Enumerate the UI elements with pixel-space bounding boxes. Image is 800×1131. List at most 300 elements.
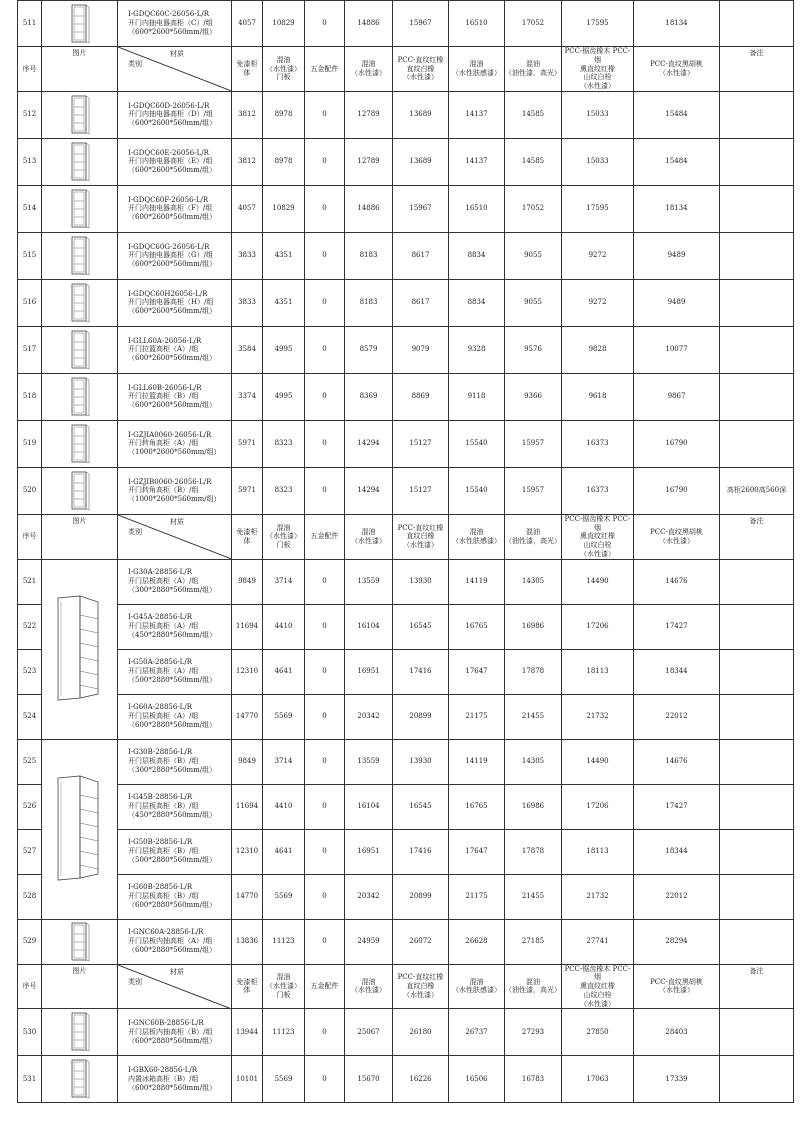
price-cell: 12310 <box>232 649 263 694</box>
header-seq: 序号 <box>18 964 42 1009</box>
price-cell: 0 <box>305 91 345 138</box>
table-row <box>18 829 794 874</box>
price-cell: 9055 <box>505 279 562 326</box>
row-remark: 高柜2600高560深 <box>720 467 794 514</box>
description-line: （600*2600*560mm/组） <box>128 260 217 269</box>
price-cell: 5569 <box>263 694 305 739</box>
price-cell: 13689 <box>393 138 449 185</box>
price-cell: 11694 <box>232 784 263 829</box>
price-cell: 13559 <box>345 739 393 784</box>
description-line: I-GBX60-28856-L/R <box>128 1066 198 1075</box>
price-cell: 0 <box>305 604 345 649</box>
price-cell: 0 <box>305 694 345 739</box>
price-cell: 9272 <box>562 279 634 326</box>
description-line: 开门内抽电器高柜（G）/组 <box>128 251 213 260</box>
row-description <box>118 919 232 964</box>
price-cell: 16104 <box>345 604 393 649</box>
cabinet-drawing-icon <box>70 922 90 962</box>
row-number: 517 <box>18 326 42 373</box>
header-col-8: PCC-直纹黑胡桃 （水性漆） <box>634 514 720 559</box>
price-cell: 16951 <box>345 829 393 874</box>
row-number: 519 <box>18 420 42 467</box>
row-number: 524 <box>18 694 42 739</box>
header-col-1: 混油 （水性漆） 门板 <box>263 964 305 1009</box>
row-number: 525 <box>18 739 42 784</box>
price-cell: 3812 <box>232 91 263 138</box>
price-cell: 17206 <box>562 604 634 649</box>
description-line: I-GNC60A-28856-L/R <box>128 928 204 937</box>
price-cell: 14886 <box>345 1 393 47</box>
price-cell: 15033 <box>562 138 634 185</box>
description-line: （600*2600*560mm/组） <box>128 166 217 175</box>
price-cell: 15540 <box>449 467 505 514</box>
price-cell: 9849 <box>232 559 263 604</box>
header-col-9: 备注 <box>720 514 794 559</box>
header-col-1: 混油 （水性漆） 门板 <box>263 47 305 92</box>
row-picture <box>42 420 118 467</box>
row-description <box>118 91 232 138</box>
row-number: 523 <box>18 649 42 694</box>
price-cell: 18344 <box>634 649 720 694</box>
row-picture <box>42 1056 118 1103</box>
price-cell: 16545 <box>393 604 449 649</box>
description-line: （600*2880*560mm/组） <box>128 1083 217 1092</box>
description-line: （600*2880*560mm/组） <box>128 720 217 729</box>
price-cell: 16951 <box>345 649 393 694</box>
description-line: I-G60A-28856-L/R <box>128 703 192 712</box>
description-line: I-GDQC60H26056-L/R <box>128 289 208 298</box>
table-row <box>18 1 794 47</box>
price-cell: 17206 <box>562 784 634 829</box>
row-remark <box>720 1009 794 1056</box>
price-cell: 17427 <box>634 604 720 649</box>
table-row <box>18 91 794 138</box>
header-col-1: 混油 （水性漆） 门板 <box>263 514 305 559</box>
price-cell: 13689 <box>393 91 449 138</box>
price-cell: 14294 <box>345 420 393 467</box>
row-description <box>118 232 232 279</box>
price-cell: 14676 <box>634 739 720 784</box>
description-line: （600*2880*560mm/组） <box>128 945 217 954</box>
price-cell: 17427 <box>634 784 720 829</box>
description-line: I-GDQC60C-26056-L/R <box>128 10 209 19</box>
row-description <box>118 467 232 514</box>
price-cell: 8869 <box>393 373 449 420</box>
price-cell: 16545 <box>393 784 449 829</box>
price-cell: 17595 <box>562 1 634 47</box>
price-cell: 12789 <box>345 91 393 138</box>
description-line: I-G50A-28856-L/R <box>128 658 192 667</box>
price-cell: 9079 <box>393 326 449 373</box>
row-picture <box>42 1009 118 1056</box>
description-line: 开门层板高柜（A）/组 <box>128 667 199 676</box>
price-cell: 18134 <box>634 1 720 47</box>
header-category-material <box>118 47 232 92</box>
price-cell: 5569 <box>263 1056 305 1103</box>
description-line: （450*2880*560mm/组） <box>128 630 217 639</box>
row-description <box>118 138 232 185</box>
description-line: （600*2880*560mm/组） <box>128 1036 217 1045</box>
description-line: 开门内抽电器高柜（E）/组 <box>128 157 213 166</box>
price-cell: 16986 <box>505 604 562 649</box>
price-cell: 0 <box>305 326 345 373</box>
price-cell: 9366 <box>505 373 562 420</box>
price-cell: 25067 <box>345 1009 393 1056</box>
price-cell: 15484 <box>634 91 720 138</box>
row-remark <box>720 694 794 739</box>
price-cell: 14305 <box>505 559 562 604</box>
header-col-4: PCC-直纹红橡 直纹白橡 （水性漆） <box>393 514 449 559</box>
price-cell: 14137 <box>449 91 505 138</box>
price-cell: 27293 <box>505 1009 562 1056</box>
row-number: 528 <box>18 874 42 919</box>
row-remark <box>720 829 794 874</box>
row-picture <box>42 373 118 420</box>
price-cell: 20342 <box>345 694 393 739</box>
table-row <box>18 279 794 326</box>
row-remark <box>720 279 794 326</box>
description-line: 开门内抽电器高柜（H）/组 <box>128 298 214 307</box>
price-cell: 0 <box>305 373 345 420</box>
price-cell: 16104 <box>345 784 393 829</box>
price-cell: 14585 <box>505 138 562 185</box>
header-picture: 图片 <box>42 514 118 559</box>
price-cell: 4057 <box>232 185 263 232</box>
description-line: I-GZJIA0060-26056-L/R <box>128 430 212 439</box>
price-cell: 11123 <box>263 919 305 964</box>
description-line: I-GDQC60E-26056-L/R <box>128 148 209 157</box>
row-picture <box>42 739 118 919</box>
price-cell: 20899 <box>393 694 449 739</box>
description-line: 开门转角高柜（B）/组 <box>128 486 199 495</box>
price-cell: 0 <box>305 1009 345 1056</box>
header-col-5: 混油 （水性肤感漆） <box>449 47 505 92</box>
row-remark <box>720 874 794 919</box>
row-number: 522 <box>18 604 42 649</box>
price-cell: 9576 <box>505 326 562 373</box>
description-line: （600*2600*560mm/组） <box>128 401 217 410</box>
price-cell: 5971 <box>232 467 263 514</box>
row-description <box>118 1009 232 1056</box>
description-line: 开门层板高柜（B）/组 <box>128 802 199 811</box>
table-header-row <box>18 964 794 1009</box>
description-line: I-G30B-28856-L/R <box>128 748 193 757</box>
row-number: 520 <box>18 467 42 514</box>
header-seq: 序号 <box>18 47 42 92</box>
price-cell: 0 <box>305 232 345 279</box>
price-cell: 16373 <box>562 467 634 514</box>
price-cell: 17647 <box>449 829 505 874</box>
table-row <box>18 232 794 279</box>
price-cell: 16510 <box>449 1 505 47</box>
price-cell: 8323 <box>263 420 305 467</box>
row-description <box>118 784 232 829</box>
description-line: （500*2880*560mm/组） <box>128 855 217 864</box>
description-line: （300*2880*560mm/组） <box>128 765 217 774</box>
header-picture: 图片 <box>42 47 118 92</box>
price-cell: 4641 <box>263 829 305 874</box>
row-picture <box>42 91 118 138</box>
header-col-0: 免漆柜 体 <box>232 47 263 92</box>
price-cell: 15127 <box>393 467 449 514</box>
price-cell: 15670 <box>345 1056 393 1103</box>
price-cell: 17052 <box>505 185 562 232</box>
price-cell: 26628 <box>449 919 505 964</box>
price-cell: 8834 <box>449 232 505 279</box>
price-cell: 9272 <box>562 232 634 279</box>
header-col-2: 五金配件 <box>305 47 345 92</box>
tall-cabinet-shelves-icon <box>50 594 110 704</box>
cabinet-drawing-icon <box>70 236 90 276</box>
price-cell: 14294 <box>345 467 393 514</box>
row-remark <box>720 739 794 784</box>
description-line: I-G50B-28856-L/R <box>128 838 193 847</box>
row-description <box>118 559 232 604</box>
price-cell: 8617 <box>393 232 449 279</box>
price-cell: 14490 <box>562 559 634 604</box>
price-cell: 26072 <box>393 919 449 964</box>
price-cell: 3714 <box>263 559 305 604</box>
price-cell: 4351 <box>263 279 305 326</box>
row-number: 527 <box>18 829 42 874</box>
table-row <box>18 326 794 373</box>
description-line: （600*2600*560mm/组） <box>128 307 217 316</box>
row-remark <box>720 919 794 964</box>
price-cell: 3714 <box>263 739 305 784</box>
price-cell: 0 <box>305 784 345 829</box>
table-header-row <box>18 514 794 559</box>
price-cell: 11123 <box>263 1009 305 1056</box>
description-line: （1000*2600*560mm/组） <box>128 448 221 457</box>
price-cell: 0 <box>305 185 345 232</box>
price-cell: 18344 <box>634 829 720 874</box>
table-row <box>18 420 794 467</box>
header-category-material <box>118 514 232 559</box>
price-cell: 17416 <box>393 829 449 874</box>
price-cell: 8183 <box>345 279 393 326</box>
description-line: （450*2880*560mm/组） <box>128 810 217 819</box>
cabinet-drawing-icon <box>70 330 90 370</box>
row-number: 516 <box>18 279 42 326</box>
header-col-7: PCC-锯齿橡木 PCC-烟 熏直纹红橡 山纹白栓 （水性漆） <box>562 964 634 1009</box>
row-number: 513 <box>18 138 42 185</box>
price-cell: 15957 <box>505 467 562 514</box>
price-cell: 0 <box>305 138 345 185</box>
price-cell: 16790 <box>634 420 720 467</box>
price-cell: 13559 <box>345 559 393 604</box>
price-cell: 14137 <box>449 138 505 185</box>
description-line: I-G60B-28856-L/R <box>128 883 193 892</box>
header-col-8: PCC-直纹黑胡桃 （水性漆） <box>634 964 720 1009</box>
description-line: 开门内抽电器高柜（D）/组 <box>128 110 213 119</box>
header-col-7: PCC-锯齿橡木 PCC-烟 熏直纹红橡 山纹白栓 （水性漆） <box>562 47 634 92</box>
price-cell: 8369 <box>345 373 393 420</box>
description-line: I-G30A-28856-L/R <box>128 568 192 577</box>
price-cell: 28294 <box>634 919 720 964</box>
table-row <box>18 874 794 919</box>
price-cell: 13836 <box>232 919 263 964</box>
header-col-2: 五金配件 <box>305 964 345 1009</box>
price-cell: 26737 <box>449 1009 505 1056</box>
price-cell: 17647 <box>449 649 505 694</box>
price-cell: 12310 <box>232 829 263 874</box>
price-cell: 0 <box>305 420 345 467</box>
price-cell: 21732 <box>562 874 634 919</box>
header-col-4: PCC-直纹红橡 直纹白橡 （水性漆） <box>393 47 449 92</box>
price-cell: 22012 <box>634 694 720 739</box>
price-cell: 4641 <box>263 649 305 694</box>
header-category-material <box>118 964 232 1009</box>
price-cell: 16373 <box>562 420 634 467</box>
price-cell: 9489 <box>634 279 720 326</box>
price-cell: 8834 <box>449 279 505 326</box>
row-remark <box>720 1 794 47</box>
price-cell: 9055 <box>505 232 562 279</box>
row-description <box>118 874 232 919</box>
price-cell: 4995 <box>263 326 305 373</box>
row-number: 531 <box>18 1056 42 1103</box>
price-cell: 5971 <box>232 420 263 467</box>
price-cell: 0 <box>305 649 345 694</box>
row-description <box>118 604 232 649</box>
cabinet-drawing-icon <box>70 283 90 323</box>
description-line: 开门层板内抽高柜（A）/组 <box>128 937 213 946</box>
description-line: 开门层板高柜（A）/组 <box>128 712 199 721</box>
price-cell: 17878 <box>505 829 562 874</box>
price-cell: 0 <box>305 874 345 919</box>
description-line: I-GDQC60G-26056-L/R <box>128 242 210 251</box>
row-description <box>118 829 232 874</box>
row-remark <box>720 1056 794 1103</box>
price-cell: 13930 <box>393 559 449 604</box>
price-cell: 22012 <box>634 874 720 919</box>
row-remark <box>720 559 794 604</box>
row-picture <box>42 559 118 739</box>
table-row <box>18 739 794 784</box>
price-cell: 13944 <box>232 1009 263 1056</box>
price-cell: 21175 <box>449 874 505 919</box>
description-line: 开门拉篮高柜（A）/组 <box>128 345 199 354</box>
price-cell: 3584 <box>232 326 263 373</box>
row-picture <box>42 279 118 326</box>
price-cell: 9849 <box>232 739 263 784</box>
description-line: I-GLL60B-26056-L/R <box>128 383 202 392</box>
description-line: 开门内抽电器高柜（C）/组 <box>128 19 213 28</box>
price-cell: 17339 <box>634 1056 720 1103</box>
description-line: （600*2880*560mm/组） <box>128 900 217 909</box>
description-line: 开门层板内抽高柜（B）/组 <box>128 1027 213 1036</box>
row-remark <box>720 138 794 185</box>
price-cell: 26180 <box>393 1009 449 1056</box>
row-number: 529 <box>18 919 42 964</box>
price-cell: 17416 <box>393 649 449 694</box>
row-number: 511 <box>18 1 42 47</box>
price-cell: 8978 <box>263 138 305 185</box>
header-col-0: 免漆柜 体 <box>232 514 263 559</box>
price-cell: 16506 <box>449 1056 505 1103</box>
price-cell: 16226 <box>393 1056 449 1103</box>
description-line: 开门转角高柜（A）/组 <box>128 439 199 448</box>
row-remark <box>720 326 794 373</box>
price-cell: 16765 <box>449 784 505 829</box>
table-row <box>18 138 794 185</box>
row-picture <box>42 919 118 964</box>
row-picture <box>42 1 118 47</box>
price-cell: 10829 <box>263 185 305 232</box>
price-cell: 9618 <box>562 373 634 420</box>
price-cell: 5569 <box>263 874 305 919</box>
row-picture <box>42 138 118 185</box>
header-col-4: PCC-直纹红橡 直纹白橡 （水性漆） <box>393 964 449 1009</box>
header-material: 材质 <box>170 50 184 58</box>
price-cell: 0 <box>305 739 345 784</box>
description-line: 开门层板高柜（A）/组 <box>128 577 199 586</box>
row-description <box>118 694 232 739</box>
price-cell: 27741 <box>562 919 634 964</box>
price-cell: 14305 <box>505 739 562 784</box>
description-line: I-G45B-28856-L/R <box>128 793 193 802</box>
price-cell: 18113 <box>562 649 634 694</box>
header-picture: 图片 <box>42 964 118 1009</box>
price-cell: 4410 <box>263 604 305 649</box>
cabinet-drawing-icon <box>70 471 90 511</box>
price-cell: 10101 <box>232 1056 263 1103</box>
price-cell: 8183 <box>345 232 393 279</box>
description-line: （500*2880*560mm/组） <box>128 675 217 684</box>
price-cell: 3833 <box>232 232 263 279</box>
header-col-6: 混油 （油性漆，高光） <box>505 47 562 92</box>
price-cell: 0 <box>305 1 345 47</box>
row-remark <box>720 784 794 829</box>
description-line: I-GNC60B-28856-L/R <box>128 1019 204 1028</box>
cabinet-drawing-icon <box>70 189 90 229</box>
price-cell: 20342 <box>345 874 393 919</box>
row-picture <box>42 185 118 232</box>
header-category: 类别 <box>128 527 142 536</box>
description-line: 开门层板高柜（B）/组 <box>128 757 199 766</box>
row-description <box>118 739 232 784</box>
price-cell: 15127 <box>393 420 449 467</box>
price-cell: 3374 <box>232 373 263 420</box>
price-cell: 9489 <box>634 232 720 279</box>
row-remark <box>720 185 794 232</box>
price-cell: 14770 <box>232 874 263 919</box>
price-cell: 14886 <box>345 185 393 232</box>
row-description <box>118 279 232 326</box>
header-col-6: 混油 （油性漆，高光） <box>505 514 562 559</box>
price-cell: 17595 <box>562 185 634 232</box>
price-cell: 4410 <box>263 784 305 829</box>
header-col-2: 五金配件 <box>305 514 345 559</box>
row-description <box>118 373 232 420</box>
price-cell: 15967 <box>393 1 449 47</box>
header-seq: 序号 <box>18 514 42 559</box>
row-number: 518 <box>18 373 42 420</box>
table-row <box>18 373 794 420</box>
price-cell: 14585 <box>505 91 562 138</box>
header-col-3: 混油 （水性漆） <box>345 964 393 1009</box>
row-remark <box>720 604 794 649</box>
price-cell: 10829 <box>263 1 305 47</box>
price-cell: 3833 <box>232 279 263 326</box>
row-description <box>118 1 232 47</box>
price-cell: 8323 <box>263 467 305 514</box>
price-cell: 0 <box>305 467 345 514</box>
row-description <box>118 420 232 467</box>
price-cell: 11694 <box>232 604 263 649</box>
header-col-3: 混油 （水性漆） <box>345 514 393 559</box>
price-cell: 16765 <box>449 604 505 649</box>
